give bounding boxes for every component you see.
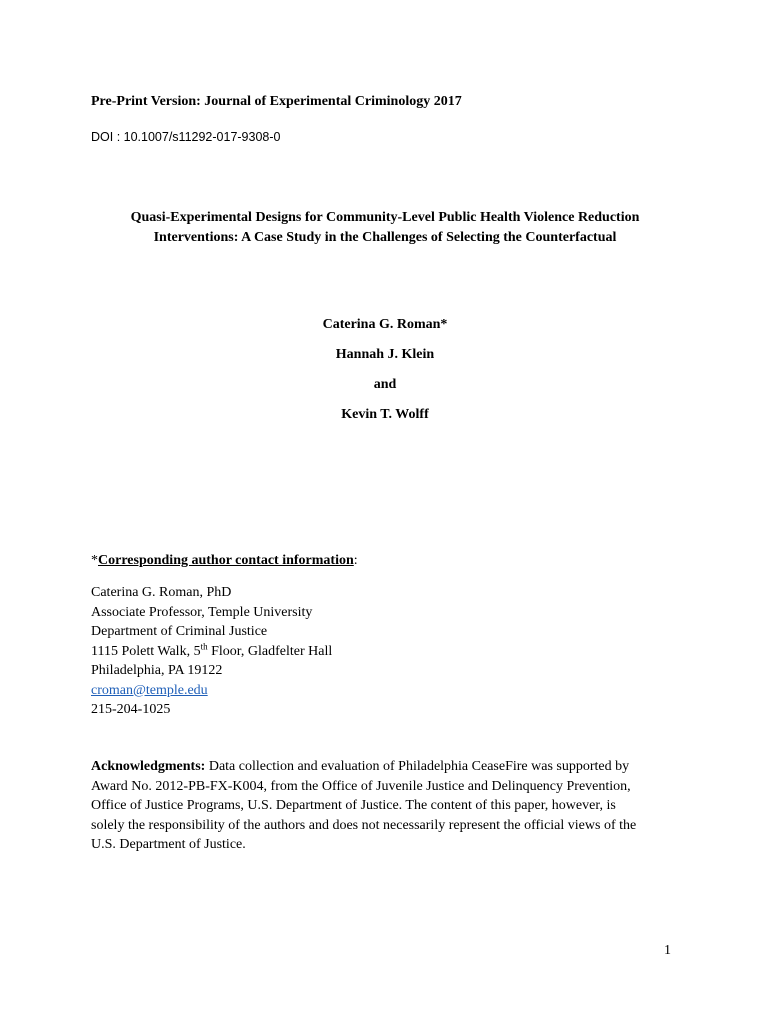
title-line-2: Interventions: A Case Study in the Challenges of Selecting the Counterfactual xyxy=(153,230,617,245)
contact-position: Associate Professor, Temple University xyxy=(91,604,313,620)
preprint-notice: Pre-Print Version: Journal of Experimental Criminology 2017 xyxy=(91,94,462,109)
address-superscript: th xyxy=(200,640,208,651)
contact-email-link[interactable]: croman@temple.edu xyxy=(91,682,208,698)
corresponding-author-heading xyxy=(91,553,358,569)
contact-email-row xyxy=(91,681,332,701)
contact-block xyxy=(91,583,332,720)
acknowledgments-paragraph xyxy=(91,757,683,855)
author-3: Kevin T. Wolff xyxy=(341,407,429,422)
ack-line-1 xyxy=(91,757,683,777)
title-line-1: Quasi-Experimental Designs for Community-Level Public Health Violence Reduction xyxy=(130,210,640,225)
contact-address xyxy=(91,642,332,662)
contact-city: Philadelphia, PA 19122 xyxy=(91,663,223,678)
contact-department: Department of Criminal Justice xyxy=(91,624,268,639)
paper-title xyxy=(60,208,710,248)
page-number: 1 xyxy=(664,943,671,958)
author-2: Hannah J. Klein xyxy=(335,347,435,362)
ack-line-4: solely the responsibility of the authors and does not necessarily represent the official views of the xyxy=(91,817,637,833)
address-part-2: Floor, Gladfelter Hall xyxy=(207,643,333,659)
contact-phone: 215-204-1025 xyxy=(91,702,171,717)
author-conjunction: and xyxy=(373,377,397,392)
doi-line: DOI : 10.1007/s11292-017-9308-0 xyxy=(91,130,281,144)
ack-line-3: Office of Justice Programs, U.S. Department of Justice. The content of this paper, however, is xyxy=(91,798,616,813)
corresponding-asterisk: * xyxy=(91,553,98,568)
ack-line-2: Award No. 2012-PB-FX-K004, from the Office of Juvenile Justice and Delinquency Prevention, xyxy=(91,778,631,794)
corresponding-heading-text: Corresponding author contact information xyxy=(98,553,354,568)
author-1: Caterina G. Roman* xyxy=(322,317,448,332)
contact-name: Caterina G. Roman, PhD xyxy=(91,585,232,600)
ack-line-1-text: Data collection and evaluation of Philadelphia CeaseFire was supported by xyxy=(205,759,630,774)
ack-line-5: U.S. Department of Justice. xyxy=(91,837,246,852)
ack-label: Acknowledgments: xyxy=(91,759,206,774)
address-part-1: 1115 Polett Walk, 5 xyxy=(91,643,201,659)
corresponding-colon: : xyxy=(353,553,358,568)
